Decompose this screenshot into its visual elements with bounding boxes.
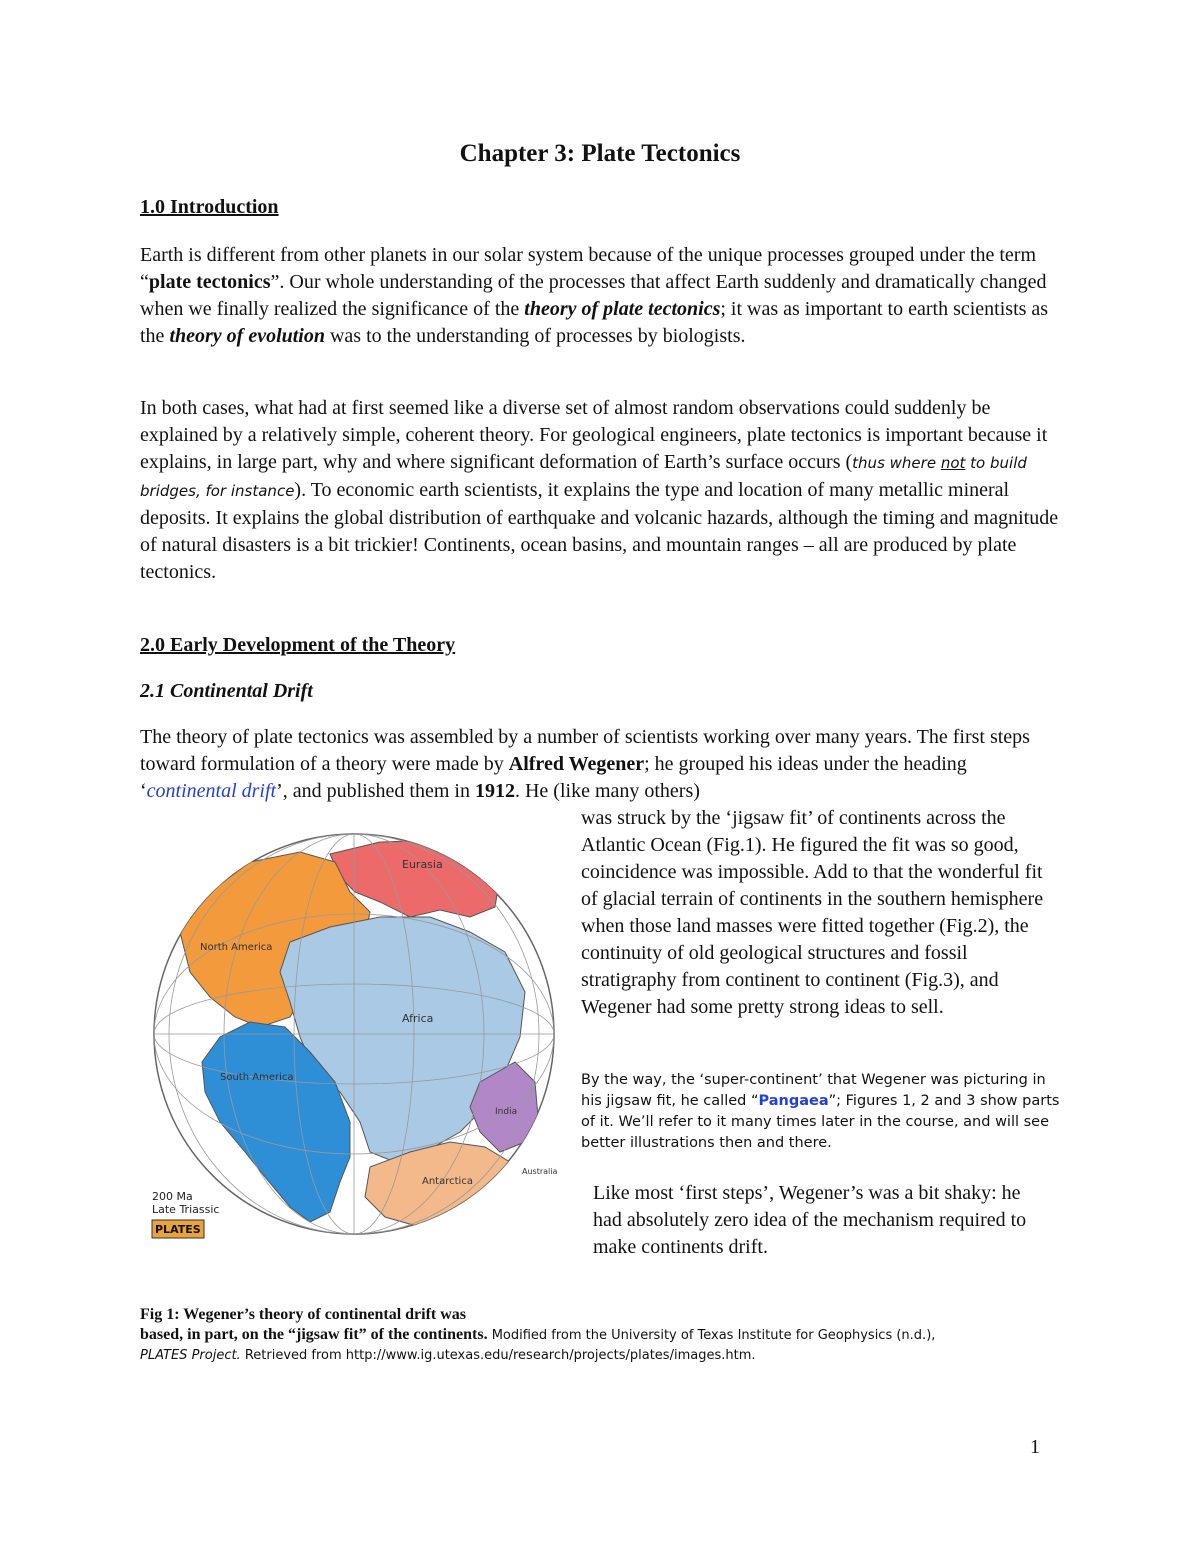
continental-drift-paragraph-continued: was struck by the ‘jigsaw fit’ of continents across the Atlantic Ocean (Fig.1). He figured the fit was so good, coincidence was impossible. Add to that the wonderful fit of glacial terrain of continents in the southern hemisphere when those land masses were fitted together (Fig.2), the continuity of old geological structures and fossil stratigraphy from continent to continent (Fig.3), and Wegener had some pretty strong ideas to sell. <box>581 807 1044 1018</box>
australia-label: Australia <box>522 1167 558 1176</box>
eurasia-label: Eurasia <box>402 858 443 871</box>
figure-1-globe <box>140 822 570 1242</box>
section-heading-early-development: 2.0 Early Development of the Theory <box>140 634 456 656</box>
subsection-heading-continental-drift: 2.1 Continental Drift <box>140 680 313 702</box>
wegener-shaky-note: Like most ‘first steps’, Wegener’s was a bit shaky: he had absolutely zero idea of the mechanism required to make continents drift. <box>593 1182 1027 1258</box>
africa-label: Africa <box>402 1012 434 1025</box>
intro-paragraph-2: In both cases, what had at first seemed like a diverse set of almost random observations could suddenly be explained by a relatively simple, coherent theory. For geological engineers, plate tectonics is important because it explains, in large part, why and where significant deformation of Earth’s surface occurs (thus where not to build bridges, for instance). To economic earth scientists, it explains the type and location of many metallic mineral deposits. It explains the global distribution of earthquake and volcanic hazards, although the timing and magnitude of natural disasters is a bit trickier! Continents, ocean basins, and mountain ranges – all are produced by plate tectonics. <box>140 397 1059 583</box>
page-number: 1 <box>1030 1436 1040 1458</box>
pangaea-note: By the way, the ‘super-continent’ that Wegener was picturing in his jigsaw fit, he called “Pangaea”; Figures 1, 2 and 3 show parts of it. We’ll refer to it many times later in the course, and will see better illustrations then and there. <box>581 1072 1060 1151</box>
india-label: India <box>495 1107 518 1117</box>
north-america-label: North America <box>200 942 273 953</box>
age-label: 200 Ma <box>152 1190 193 1203</box>
section-heading-introduction: 1.0 Introduction <box>140 196 279 218</box>
continental-drift-paragraph: The theory of plate tectonics was assembled by a number of scientists working over many years. The first steps toward formulation of a theory were made by Alfred Wegener; he grouped his ideas under the heading ‘continental drift’, and published them in 1912. He (like many others) <box>140 726 1030 802</box>
plates-logo-text: PLATES <box>155 1223 201 1236</box>
figure-1-caption: Fig 1: Wegener’s theory of continental drift was based, in part, on the “jigsaw fit” of the continents. Modified from the University of Texas Institute for Geophysics (n.d.), PLATES Project. Retrieved from http://www.ig.utexas.edu/research/projects/plates/images.htm. <box>140 1306 936 1363</box>
page-title: Chapter 3: Plate Tectonics <box>459 140 741 167</box>
intro-paragraph-1: Earth is different from other planets in our solar system because of the unique processes grouped under the term “plate tectonics”. Our whole understanding of the processes that affect Earth suddenly and dramatically changed when we finally realized the significance of the theory of plate tectonics; it was as important to earth scientists as the theory of evolution was to the understanding of processes by biologists. <box>140 244 1049 347</box>
south-america-label: South America <box>220 1072 294 1083</box>
period-label: Late Triassic <box>152 1203 220 1216</box>
antarctica-label: Antarctica <box>422 1176 473 1187</box>
